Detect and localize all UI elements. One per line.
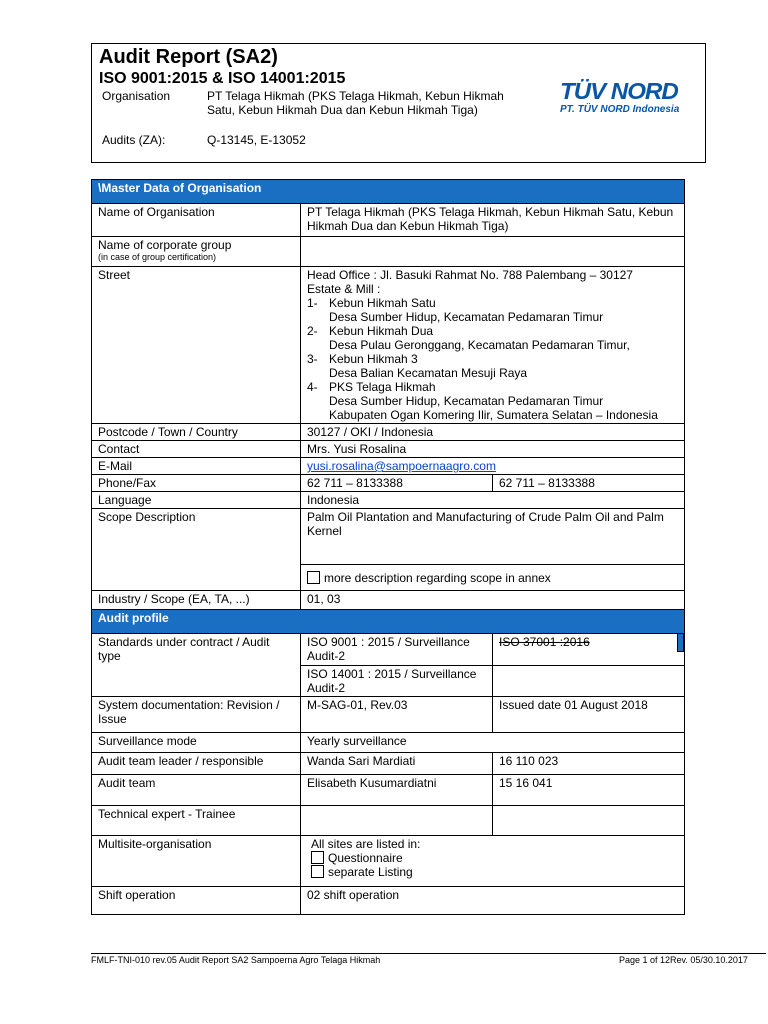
sysdoc-date: Issued date 01 August 2018 [493,697,685,733]
organisation-value: PT Telaga Hikmah (PKS Telaga Hikmah, Kebun Hikmah Satu, Kebun Hikmah Dua dan Kebun Hikmah Tiga) [207,89,504,117]
language-value: Indonesia [301,492,685,509]
leader-label: Audit team leader / responsible [92,753,301,775]
street-head: Head Office : Jl. Basuki Rahmat No. 788 Palembang – 30127 [307,268,633,282]
standard-1-extra: ISO 37001 :2016 [493,634,685,666]
sysdoc-value: M-SAG-01, Rev.03 [301,697,493,733]
contact-label: Contact [92,441,301,458]
scope-value: Palm Oil Plantation and Manufacturing of Crude Palm Oil and Palm Kernel [301,509,685,565]
footer-page-number: Page 1 of 12Rev. 05/30.10.2017 [619,955,748,965]
industry-value: 01, 03 [301,591,685,610]
report-subtitle: ISO 9001:2015 & ISO 14001:2015 [99,70,346,87]
street-tail: Kabupaten Ogan Komering Ilir, Sumatera Selatan – Indonesia [329,408,658,422]
expert-label: Technical expert - Trainee [92,806,301,836]
phone-label: Phone/Fax [92,475,301,492]
scope-spacer [92,565,301,591]
multisite-cell [301,836,685,887]
contact-value: Mrs. Yusi Rosalina [301,441,685,458]
fax-value: 62 711 – 8133388 [493,475,685,492]
multisite-value: All sites are listed in: [311,837,421,851]
logo-text: TÜV NORD [560,78,678,104]
standard-2: ISO 14001 : 2015 / Surveillance Audit-2 [301,666,493,697]
street-address: Desa Sumber Hidup, Kecamatan Pedamaran Timur [329,310,604,324]
street-label: Street [92,267,301,424]
postcode-value: 30127 / OKI / Indonesia [301,424,685,441]
section-audit-profile: Audit profile [92,610,685,634]
name-label: Name of Organisation [92,204,301,237]
leader-id: 16 110 023 [493,753,685,775]
postcode-label: Postcode / Town / Country [92,424,301,441]
group-note: (in case of group certification) [98,252,217,262]
team-id: 15 16 041 [493,775,685,806]
section-master-data: \Master Data of Organisation [92,180,685,204]
group-cell [92,237,301,267]
team-name: Elisabeth Kusumardiatni [301,775,493,806]
street-value [301,267,685,424]
report-title: Audit Report (SA2) [99,46,278,68]
scope-annex-checkbox[interactable] [307,571,320,584]
email-label: E-Mail [92,458,301,475]
street-estate: Estate & Mill : [307,282,381,296]
surveillance-label: Surveillance mode [92,733,301,753]
expert-name [301,806,493,836]
audits-label: Audits (ZA): [102,133,166,147]
multisite-option: separate Listing [311,865,678,879]
sysdoc-label: System documentation: Revision / Issue [92,697,301,733]
footer-divider [91,953,766,954]
street-address: Desa Sumber Hidup, Kecamatan Pedamaran Timur [329,394,604,408]
audits-value: Q-13145, E-13052 [207,133,306,147]
report-header [91,43,706,163]
street-item: 2- Kebun Hikmah Dua [307,324,434,338]
team-label: Audit team [92,775,301,806]
group-label: Name of corporate group [98,238,232,252]
surveillance-value: Yearly surveillance [301,733,685,753]
standard-2-extra [493,666,685,697]
master-data-table [91,179,685,915]
street-address: Desa Pulau Geronggang, Kecamatan Pedamaran Timur, [329,338,630,352]
expert-id [493,806,685,836]
shift-value: 02 shift operation [301,887,685,915]
questionnaire-checkbox[interactable] [311,851,324,864]
scope-annex-cell [301,565,685,591]
logo-subtext: PT. TÜV NORD Indonesia [560,104,680,115]
group-value [301,237,685,267]
multisite-option: Questionnaire [311,851,678,865]
organisation-label: Organisation [102,89,171,103]
street-item: 1- Kebun Hikmah Satu [307,296,436,310]
shift-label: Shift operation [92,887,301,915]
footer-form-id: FMLF-TNI-010 rev.05 Audit Report SA2 Sampoerna Agro Telaga Hikmah [91,955,381,965]
street-item: 4- PKS Telaga Hikmah [307,380,436,394]
separate-listing-checkbox[interactable] [311,865,324,878]
leader-name: Wanda Sari Mardiati [301,753,493,775]
language-label: Language [92,492,301,509]
tuv-nord-logo [560,80,690,115]
multisite-label: Multisite-organisation [92,836,301,887]
scope-annex-label: more description regarding scope in annex [324,570,551,585]
standard-1: ISO 9001 : 2015 / Surveillance Audit-2 [301,634,493,666]
industry-label: Industry / Scope (EA, TA, ...) [92,591,301,610]
street-address: Desa Balian Kecamatan Mesuji Raya [329,366,528,380]
standards-label: Standards under contract / Audit type [92,634,301,697]
scope-label: Scope Description [92,509,301,565]
email-link[interactable]: yusi.rosalina@sampoernaagro.com [307,459,496,473]
street-item: 3- Kebun Hikmah 3 [307,352,418,366]
phone-value: 62 711 – 8133388 [301,475,493,492]
name-value: PT Telaga Hikmah (PKS Telaga Hikmah, Kebun Hikmah Satu, Kebun Hikmah Dua dan Kebun Hikmah Tiga) [301,204,685,237]
